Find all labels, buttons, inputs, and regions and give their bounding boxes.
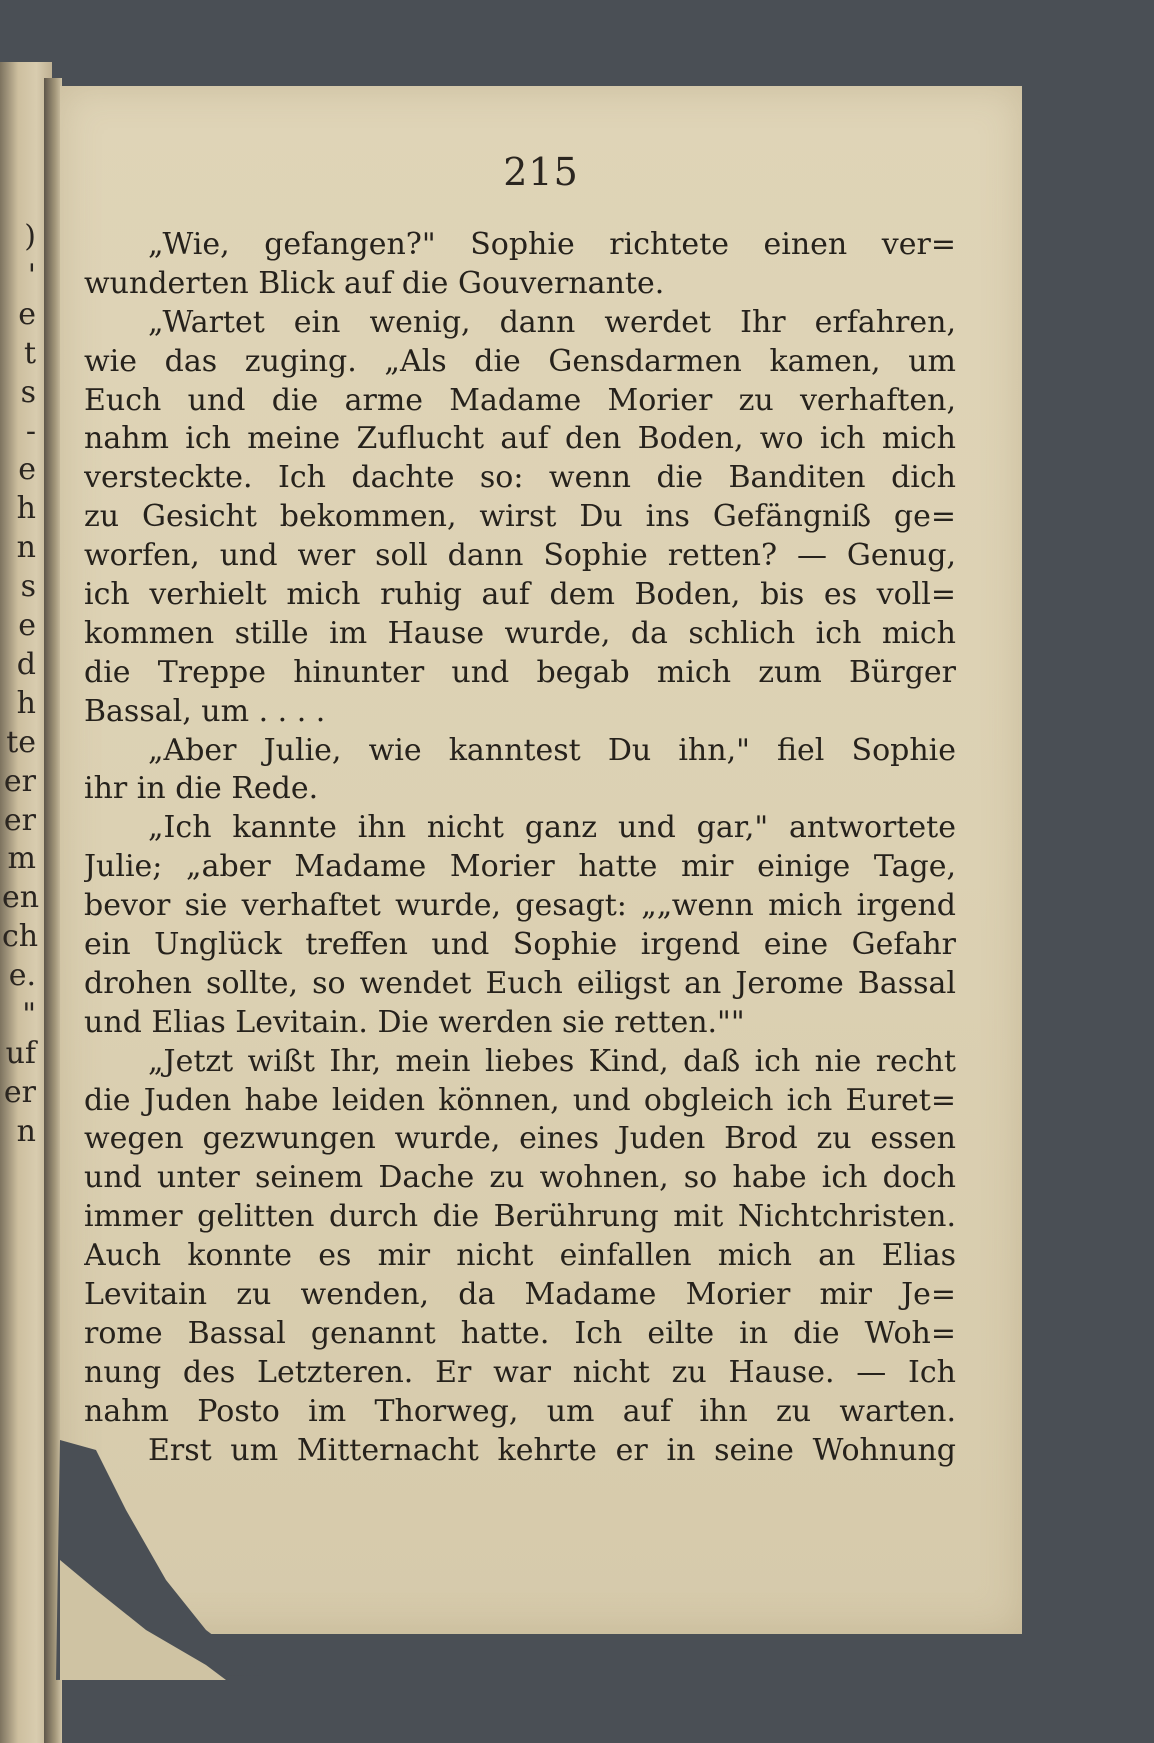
text-line: ein Unglück treffen und Sophie irgend eine Gefahr xyxy=(84,927,956,963)
previous-page-fragment: er xyxy=(3,802,36,838)
text-line: rome Bassal genannt hatte. Ich eilte in die Woh= xyxy=(84,1315,956,1351)
text-line: Erst um Mitternacht kehrte er in seine Wohnung xyxy=(148,1432,956,1468)
body-text xyxy=(84,226,956,1471)
text-line: nung des Letzteren. Er war nicht zu Hause. — Ich xyxy=(84,1354,956,1390)
text-line: zu Gesicht bekommen, wirst Du ins Gefängniß ge= xyxy=(84,499,956,535)
previous-page-fragment: te xyxy=(6,724,36,760)
previous-page-fragment: ch xyxy=(2,919,39,955)
previous-page-fragment: e. xyxy=(8,958,36,994)
previous-page-fragment: e xyxy=(18,608,36,643)
text-line: die Treppe hinunter und begab mich zum Bürger xyxy=(84,654,956,690)
previous-page-fragment: t xyxy=(23,335,36,371)
text-line: „Aber Julie, wie kanntest Du ihn," fiel Sophie xyxy=(148,732,956,768)
previous-page-fragment: e xyxy=(18,452,36,488)
text-line: „Wie, gefangen?" Sophie richtete einen ver= xyxy=(148,227,956,262)
text-line: ich verhielt mich ruhig auf dem Boden, bis es voll= xyxy=(84,577,956,613)
previous-page-fragment: d xyxy=(16,646,36,682)
previous-page-fragment: s xyxy=(20,374,36,410)
previous-page-fragment: - xyxy=(25,413,36,449)
previous-page-fragment: s xyxy=(20,569,36,605)
text-line: kommen stille im Hause wurde, da schlich ich mich xyxy=(84,615,956,651)
previous-page-fragment: h xyxy=(16,685,36,721)
text-line: immer gelitten durch die Berührung mit Nichtchristen. xyxy=(84,1199,956,1235)
text-line: und unter seinem Dache zu wohnen, so habe ich doch xyxy=(84,1160,956,1196)
text-line: Auch konnte es mir nicht einfallen mich an Elias xyxy=(84,1238,956,1274)
text-line: worfen, und wer soll dann Sophie retten? — Genug, xyxy=(84,538,956,574)
text-line: Bassal, um . . . . xyxy=(84,693,326,729)
book-page xyxy=(60,86,1022,1634)
previous-page-fragment: n xyxy=(16,1113,36,1149)
previous-page-fragment: er xyxy=(3,763,36,799)
previous-page-fragment: n xyxy=(16,530,36,566)
previous-page-fragment: m xyxy=(7,841,36,877)
text-line: ihr in die Rede. xyxy=(84,771,319,807)
previous-page-fragment: ) xyxy=(24,219,36,254)
torn-corner xyxy=(56,1440,286,1680)
text-line: Euch und die arme Madame Morier zu verhaften, xyxy=(84,382,956,418)
text-line: Levitain zu wenden, da Madame Morier mir Je= xyxy=(84,1277,956,1313)
previous-page-fragment: uf xyxy=(5,1035,36,1071)
previous-page-fragment: er xyxy=(3,1074,36,1110)
previous-page-fragment: h xyxy=(16,491,36,527)
text-line: drohen sollte, so wendet Euch eiligst an Jerome Bassal xyxy=(84,965,956,1001)
text-line: und Elias Levitain. Die werden sie retten."" xyxy=(84,1004,745,1040)
text-line: nahm Posto im Thorweg, um auf ihn zu warten. xyxy=(84,1393,956,1429)
text-line: bevor sie verhaftet wurde, gesagt: „„wenn mich irgend xyxy=(84,888,956,924)
text-line: nahm ich meine Zuflucht auf den Boden, wo ich mich xyxy=(84,421,956,457)
text-line: wegen gezwungen wurde, eines Juden Brod zu essen xyxy=(84,1121,956,1157)
text-line: versteckte. Ich dachte so: wenn die Banditen dich xyxy=(84,460,956,496)
text-line: „Wartet ein wenig, dann werdet Ihr erfahren, xyxy=(148,304,956,340)
previous-page-fragment: ' xyxy=(27,257,36,293)
page-number: 215 xyxy=(503,150,579,194)
text-line: wie das zuging. „Als die Gensdarmen kamen, um xyxy=(84,343,956,379)
previous-page-fragment: e xyxy=(18,296,36,332)
text-line: die Juden habe leiden können, und obgleich ich Euret= xyxy=(84,1082,956,1118)
previous-page-fragment: en xyxy=(2,880,40,916)
text-line: „Ich kannte ihn nicht ganz und gar," antwortete xyxy=(148,810,956,846)
text-line: „Jetzt wißt Ihr, mein liebes Kind, daß ich nie recht xyxy=(148,1043,956,1079)
previous-page-fragment: " xyxy=(22,997,36,1032)
text-line: wunderten Blick auf die Gouvernante. xyxy=(84,265,665,301)
text-line: Julie; „aber Madame Morier hatte mir einige Tage, xyxy=(84,849,956,885)
